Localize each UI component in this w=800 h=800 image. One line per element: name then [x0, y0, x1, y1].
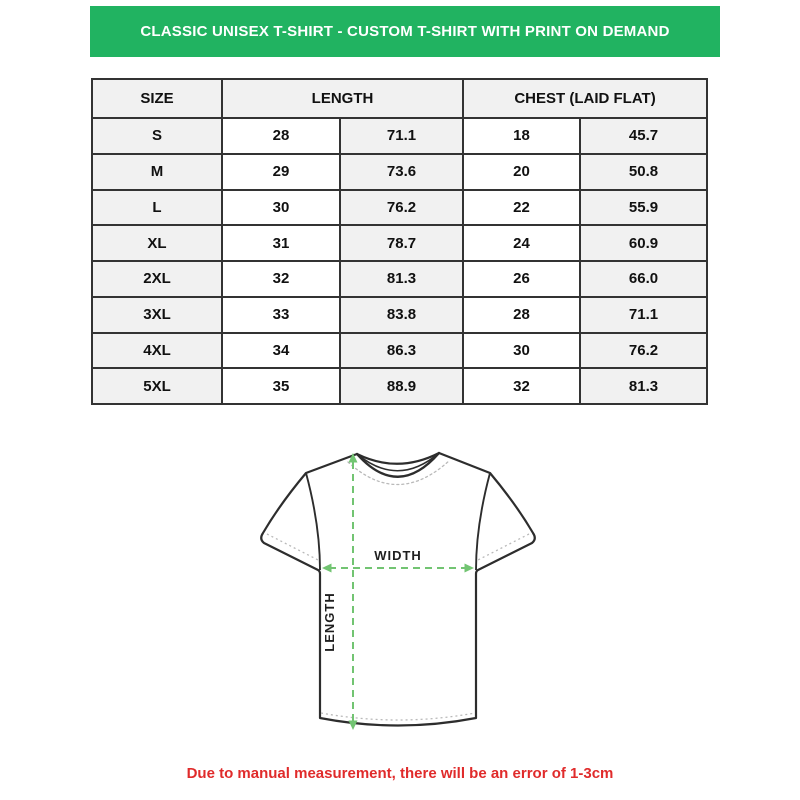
chest-cm-cell: 76.2: [580, 333, 707, 369]
chest-cm-cell: 71.1: [580, 297, 707, 333]
size-cell: 3XL: [92, 297, 222, 333]
chest-cm-cell: 50.8: [580, 154, 707, 190]
chest-cm-cell: 45.7: [580, 118, 707, 154]
length-in-cell: 30: [222, 190, 340, 226]
chest-in-cell: 26: [463, 261, 580, 297]
length-in-cell: 34: [222, 333, 340, 369]
length-label: LENGTH: [322, 592, 337, 652]
chest-in-cell: 28: [463, 297, 580, 333]
length-in-cell: 29: [222, 154, 340, 190]
length-in-cell: 31: [222, 225, 340, 261]
tshirt-measurement-diagram: [248, 440, 548, 740]
size-cell: 2XL: [92, 261, 222, 297]
length-in-cell: 35: [222, 368, 340, 404]
column-header-chest: CHEST (LAID FLAT): [463, 79, 707, 118]
chest-in-cell: 30: [463, 333, 580, 369]
width-label: WIDTH: [374, 548, 422, 563]
length-cm-cell: 71.1: [340, 118, 463, 154]
banner-title: CLASSIC UNISEX T-SHIRT - CUSTOM T-SHIRT WITH PRINT ON DEMAND: [140, 23, 670, 40]
length-cm-cell: 83.8: [340, 297, 463, 333]
length-cm-cell: 73.6: [340, 154, 463, 190]
measurement-note: Due to manual measurement, there will be an error of 1-3cm: [186, 765, 614, 782]
chest-in-cell: 18: [463, 118, 580, 154]
size-cell: S: [92, 118, 222, 154]
length-in-cell: 28: [222, 118, 340, 154]
chest-cm-cell: 81.3: [580, 368, 707, 404]
column-header-size: SIZE: [92, 79, 222, 118]
size-table: [91, 78, 708, 405]
banner: [90, 6, 720, 57]
length-cm-cell: 76.2: [340, 190, 463, 226]
length-cm-cell: 88.9: [340, 368, 463, 404]
chest-in-cell: 20: [463, 154, 580, 190]
table-row: [92, 368, 707, 404]
column-header-length: LENGTH: [222, 79, 463, 118]
length-in-cell: 32: [222, 261, 340, 297]
length-cm-cell: 86.3: [340, 333, 463, 369]
size-cell: 4XL: [92, 333, 222, 369]
length-cm-cell: 78.7: [340, 225, 463, 261]
length-cm-cell: 81.3: [340, 261, 463, 297]
chest-in-cell: 32: [463, 368, 580, 404]
table-row: [92, 261, 707, 297]
size-cell: L: [92, 190, 222, 226]
tshirt-outline: [261, 453, 535, 726]
chest-in-cell: 22: [463, 190, 580, 226]
table-row: [92, 333, 707, 369]
table-row: [92, 297, 707, 333]
chest-cm-cell: 60.9: [580, 225, 707, 261]
chest-cm-cell: 66.0: [580, 261, 707, 297]
length-in-cell: 33: [222, 297, 340, 333]
chest-cm-cell: 55.9: [580, 190, 707, 226]
table-row: [92, 225, 707, 261]
chest-in-cell: 24: [463, 225, 580, 261]
size-cell: XL: [92, 225, 222, 261]
size-cell: M: [92, 154, 222, 190]
size-table-header-row: [92, 79, 707, 118]
table-row: [92, 118, 707, 154]
table-row: [92, 190, 707, 226]
table-row: [92, 154, 707, 190]
size-cell: 5XL: [92, 368, 222, 404]
